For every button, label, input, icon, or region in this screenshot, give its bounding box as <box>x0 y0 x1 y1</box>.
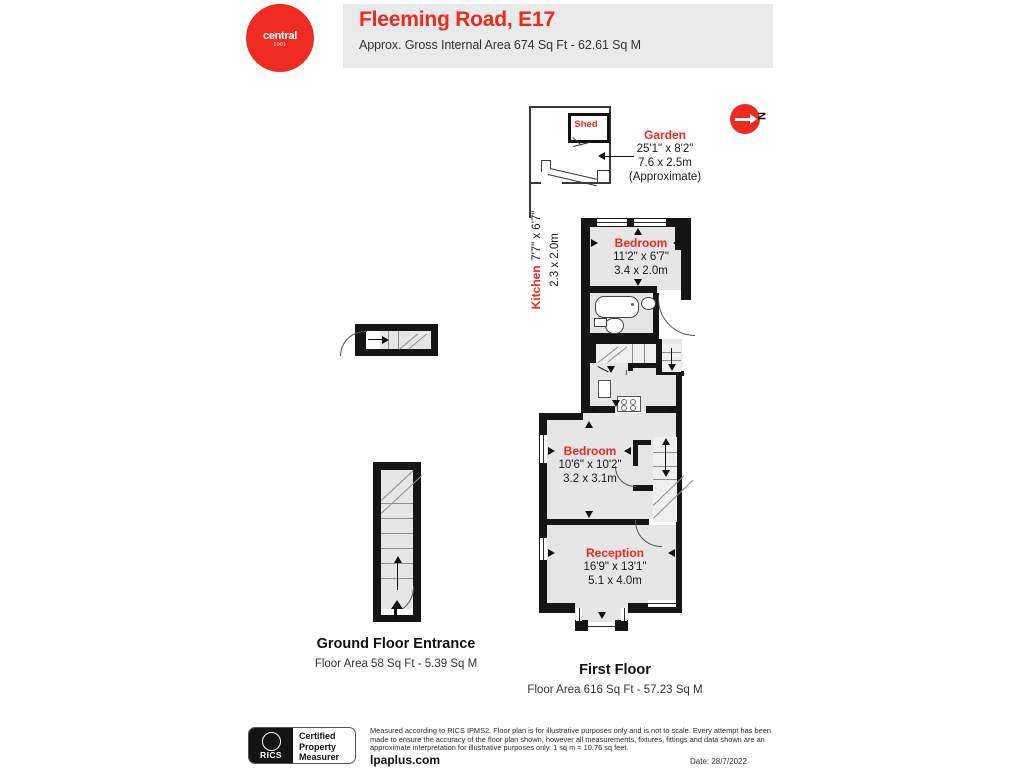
rics-badge-text <box>299 731 339 763</box>
reception-name: Reception <box>585 546 644 560</box>
garden-name-label: Garden <box>643 128 686 142</box>
bedroom-2-name: Bedroom <box>563 444 617 458</box>
garden-dim-imperial: 25'1" x 8'2" <box>636 143 694 155</box>
rics-certified-badge <box>248 727 356 764</box>
rics-badge-line1: Certified <box>299 731 336 741</box>
garden-approx-note: (Approximate) <box>628 171 702 183</box>
bedroom-2-dim-metric: 3.2 x 3.1m <box>563 473 617 485</box>
rics-badge-line2: Property <box>299 741 337 752</box>
rics-badge-line3: Measurer <box>299 752 340 762</box>
ground-floor-caption-area: Floor Area 58 Sq Ft - 5.39 Sq M <box>314 658 478 670</box>
compass-north-label: N <box>754 112 767 120</box>
logo-wordmark: central <box>263 30 297 42</box>
kitchen-name: Kitchen <box>529 265 543 310</box>
bedroom-1-dim-metric: 3.4 x 2.0m <box>614 265 668 277</box>
rics-wordmark: RICS <box>260 750 282 760</box>
bedroom-1-name: Bedroom <box>614 236 668 250</box>
header-area-subtitle: Approx. Gross Internal Area 674 Sq Ft - 62.61 Sq M <box>359 38 641 52</box>
first-floor-caption-title: First Floor <box>579 662 651 678</box>
rics-logo-icon <box>249 728 293 763</box>
logo-established-year: 1901 <box>273 42 287 48</box>
central-logo <box>246 4 314 72</box>
disclaimer-text: Measured according to RICS IPMS2. Floor plan is for illustrative purposes only and is not to scale. Every attempt has been made to ensure the accuracy of the floor plan shown, however all measurements, fixtures, fittings and data shown are an approximate interpretation for illustrative purposes only. 1 sq m = 10.76 sq feet. <box>370 726 771 753</box>
kitchen-dim-metric: 2.3 x 2.0m <box>549 233 561 287</box>
shed-label: Shed <box>574 119 598 130</box>
website-link[interactable]: lpaplus.com <box>370 753 441 767</box>
kitchen-dim-imperial: 7'7" x 6'7" <box>531 210 543 261</box>
bedroom-2-dim-imperial: 10'6" x 10'2" <box>558 459 622 471</box>
bedroom-1-dim-imperial: 11'2" x 6'7" <box>613 251 669 263</box>
ground-floor-caption-title: Ground Floor Entrance <box>316 636 476 652</box>
reception-dim-metric: 5.1 x 4.0m <box>588 575 642 587</box>
kitchen-label-group <box>527 200 563 320</box>
page-title: Fleeming Road, E17 <box>359 8 555 31</box>
footer-date: Date: 28/7/2022 <box>690 757 747 766</box>
first-floor-caption-area: Floor Area 616 Sq Ft - 57.23 Sq M <box>527 684 703 696</box>
reception-dim-imperial: 16'9" x 13'1" <box>583 561 647 573</box>
garden-dim-metric: 7.6 x 2.5m <box>638 157 692 169</box>
